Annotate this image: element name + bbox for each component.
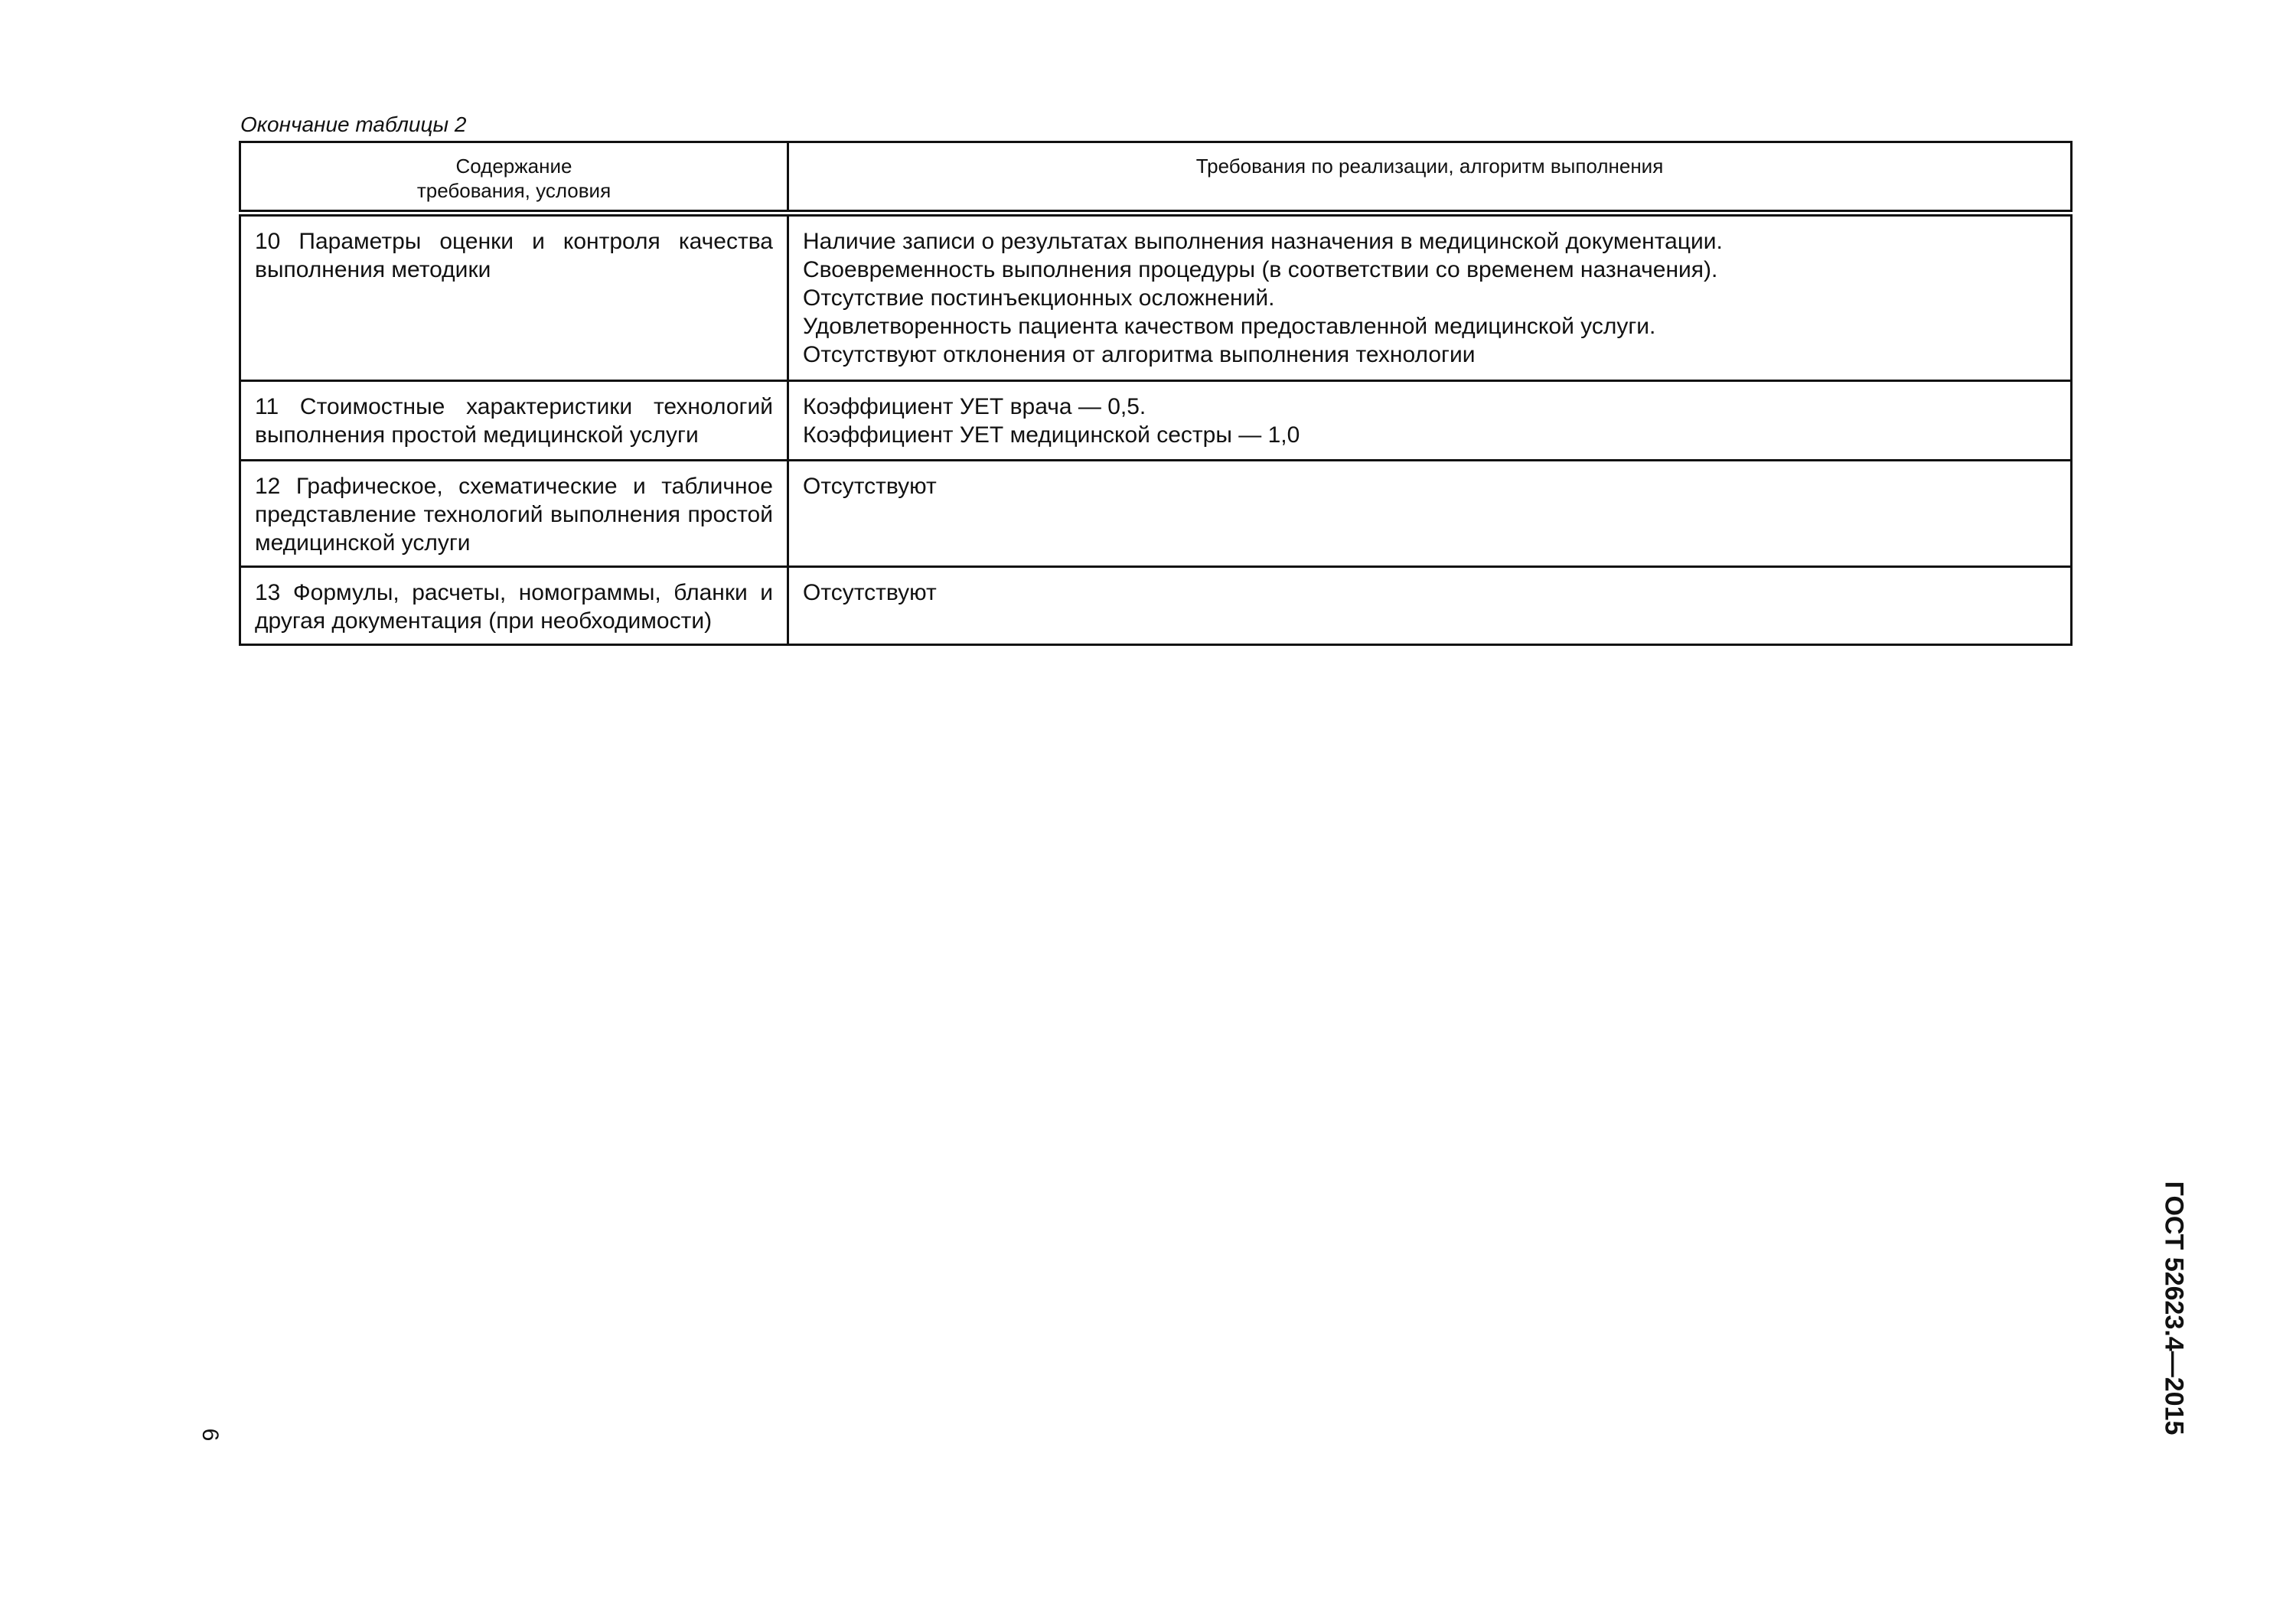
row-label-cell: 13 Формулы, расчеты, номограммы, бланки и другая документация (при необходимости) <box>240 567 788 645</box>
value-line: Отсутствуют <box>803 474 937 499</box>
row-label-cell: 10 Параметры оценки и контроля качества выполнения методики <box>240 213 788 381</box>
row-value-cell <box>788 461 2072 567</box>
header-line: Требования по реализации, алгоритм выполнения <box>1195 155 1664 178</box>
table-row <box>240 567 2072 645</box>
header-cell-content <box>240 142 788 213</box>
value-line: Отсутствуют отклонения от алгоритма выполнения технологии <box>803 342 1476 367</box>
table-row <box>240 213 2072 381</box>
table-row <box>240 381 2072 461</box>
value-line: Коэффициент УЕТ врача — 0,5. <box>803 394 1146 419</box>
value-line: Своевременность выполнения процедуры (в соответствии со временем назначения). <box>803 257 1718 282</box>
page-number: 6 <box>197 1428 223 1442</box>
row-value-cell <box>788 381 2072 461</box>
requirements-table <box>239 141 2073 646</box>
document-code: ГОСТ 52623.4—2015 <box>2159 1181 2189 1436</box>
row-label-cell: 12 Графическое, схематические и табличное представление технологий выполнения простой медицинской услуги <box>240 461 788 567</box>
table-row <box>240 461 2072 567</box>
table-caption: Окончание таблицы 2 <box>240 112 467 136</box>
value-line: Удовлетворенность пациента качеством предоставленной медицинской услуги. <box>803 314 1656 339</box>
header-cell-requirements <box>788 142 2072 213</box>
value-line: Коэффициент УЕТ медицинской сестры — 1,0 <box>803 422 1300 448</box>
row-value-cell <box>788 567 2072 645</box>
value-line: Отсутствуют <box>803 580 937 605</box>
row-label-cell: 11 Стоимостные характеристики технологий выполнения простой медицинской услуги <box>240 381 788 461</box>
header-line: требования, условия <box>416 179 612 202</box>
value-line: Отсутствие постинъекционных осложнений. <box>803 285 1275 311</box>
table-header-row <box>240 142 2072 213</box>
row-value-cell <box>788 213 2072 381</box>
header-line: Содержание <box>455 155 572 178</box>
value-line: Наличие записи о результатах выполнения назначения в медицинской документации. <box>803 229 1723 254</box>
